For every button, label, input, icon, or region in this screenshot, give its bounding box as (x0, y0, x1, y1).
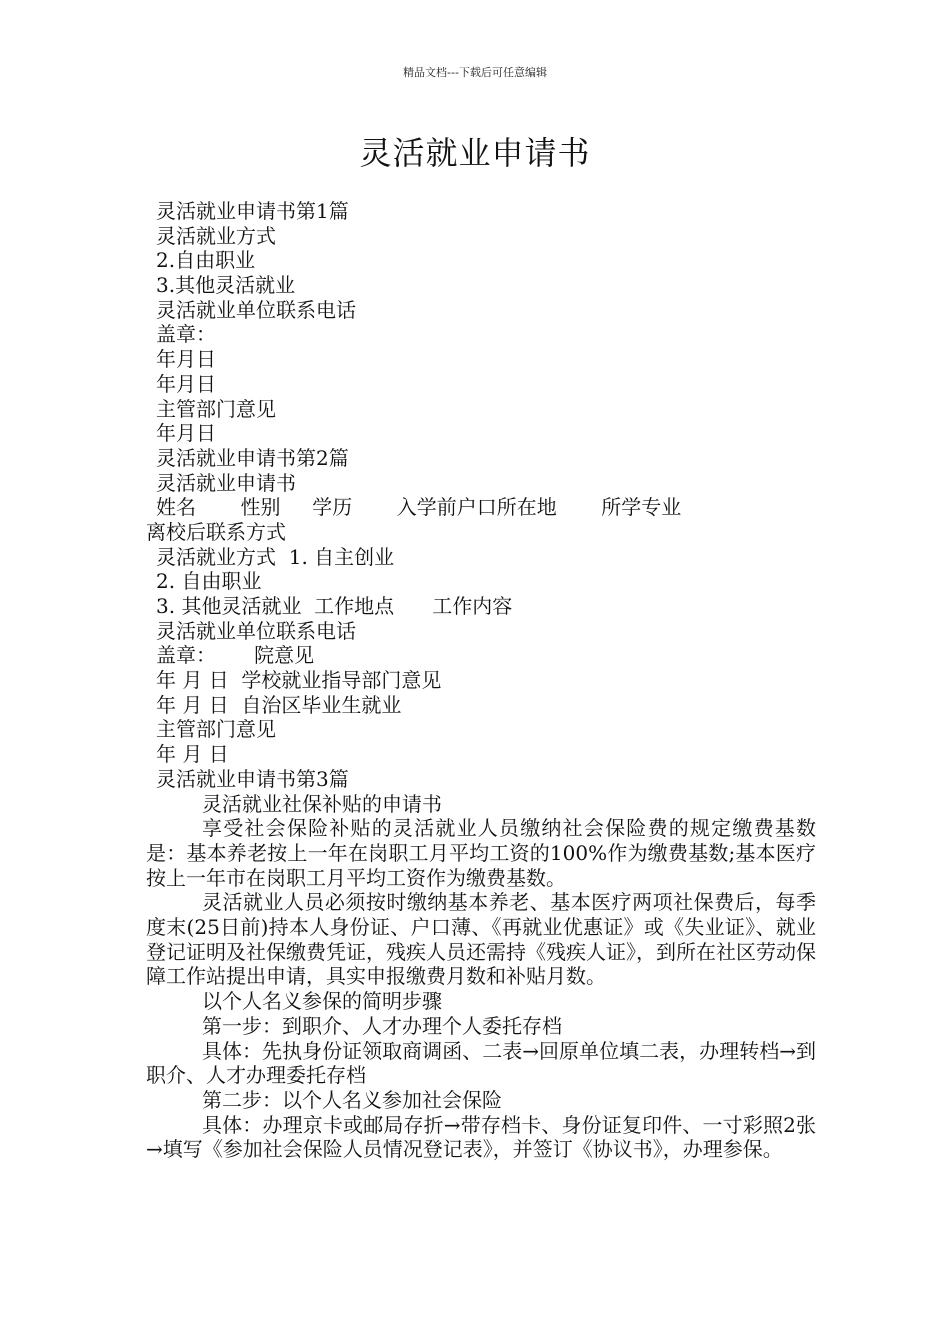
paragraph-list (146, 816, 816, 1162)
text-line: 2.自由职业 (156, 248, 256, 273)
text-line: 灵活就业单位联系电话 (156, 618, 356, 643)
text-line: 灵活就业申请书 (156, 470, 296, 495)
body-paragraph: 灵活就业人员必须按时缴纳基本养老、基本医疗两项社保费后，每季度末(25日前)持本人身份证、户口薄、《再就业优惠证》或《失业证》、就业登记证明及社保缴费凭证，残疾人员还需持《残疾人证》，到所在社区劳动保障工作站提出申请，具实申报缴费月数和补贴月数。 (146, 890, 816, 989)
text-line: 离校后联系方式 (146, 519, 286, 544)
text-line: 年月日 (156, 421, 216, 446)
text-line: 3. 其他灵活就业 工作地点 工作内容 (156, 594, 513, 618)
text-line: 姓名 性别 学历 入学前户口所在地 所学专业 (156, 495, 682, 520)
page-header: 精品文档---下载后可任意编辑 (403, 66, 547, 79)
text-line: 灵活就业方式 1. 自主创业 (156, 544, 395, 569)
text-line: 主管部门意见 (156, 717, 276, 742)
text-line: 年 月 日 学校就业指导部门意见 (156, 668, 442, 693)
body-paragraph: 第二步：以个人名义参加社会保险 (202, 1087, 502, 1112)
body-paragraph: 以个人名义参保的简明步骤 (202, 989, 442, 1014)
text-line: 3.其他灵活就业 (156, 273, 296, 298)
document-title: 灵活就业申请书 (359, 134, 591, 172)
body-paragraph: 具体：先执身份证领取商调函、二表→回原单位填二表，办理转档→到职介、人才办理委托存档 (146, 1038, 816, 1088)
body-paragraph: 享受社会保险补贴的灵活就业人员缴纳社会保险费的规定缴费基数是：基本养老按上一年在岗职工月平均工资的100%作为缴费基数;基本医疗按上一年市在岗职工月平均工资作为缴费基数。 (146, 816, 816, 890)
text-line: 2. 自由职业 (156, 569, 262, 594)
text-line: 年月日 (156, 371, 216, 396)
text-line: 灵活就业单位联系电话 (156, 297, 356, 322)
text-line: 灵活就业申请书第2篇 (156, 445, 349, 470)
text-line: 年 月 日 (156, 742, 229, 767)
text-line: 灵活就业方式 (156, 223, 276, 248)
text-line: 盖章： 院意见 (156, 643, 315, 668)
text-line: 灵活就业申请书第1篇 (156, 199, 349, 223)
document-body (146, 199, 816, 1162)
line-list (146, 199, 816, 816)
text-line: 灵活就业社保补贴的申请书 (202, 791, 442, 816)
text-line: 灵活就业申请书第3篇 (156, 766, 349, 791)
text-line: 主管部门意见 (156, 396, 276, 421)
text-line: 盖章： (156, 322, 216, 347)
text-line: 年 月 日 自治区毕业生就业 (156, 692, 402, 717)
text-line: 年月日 (156, 347, 216, 372)
body-paragraph: 第一步：到职介、人才办理个人委托存档 (202, 1013, 562, 1038)
body-paragraph: 具体：办理京卡或邮局存折→带存档卡、身份证复印件、一寸彩照2张→填写《参加社会保险人员情况登记表》，并签订《协议书》，办理参保。 (146, 1112, 816, 1162)
